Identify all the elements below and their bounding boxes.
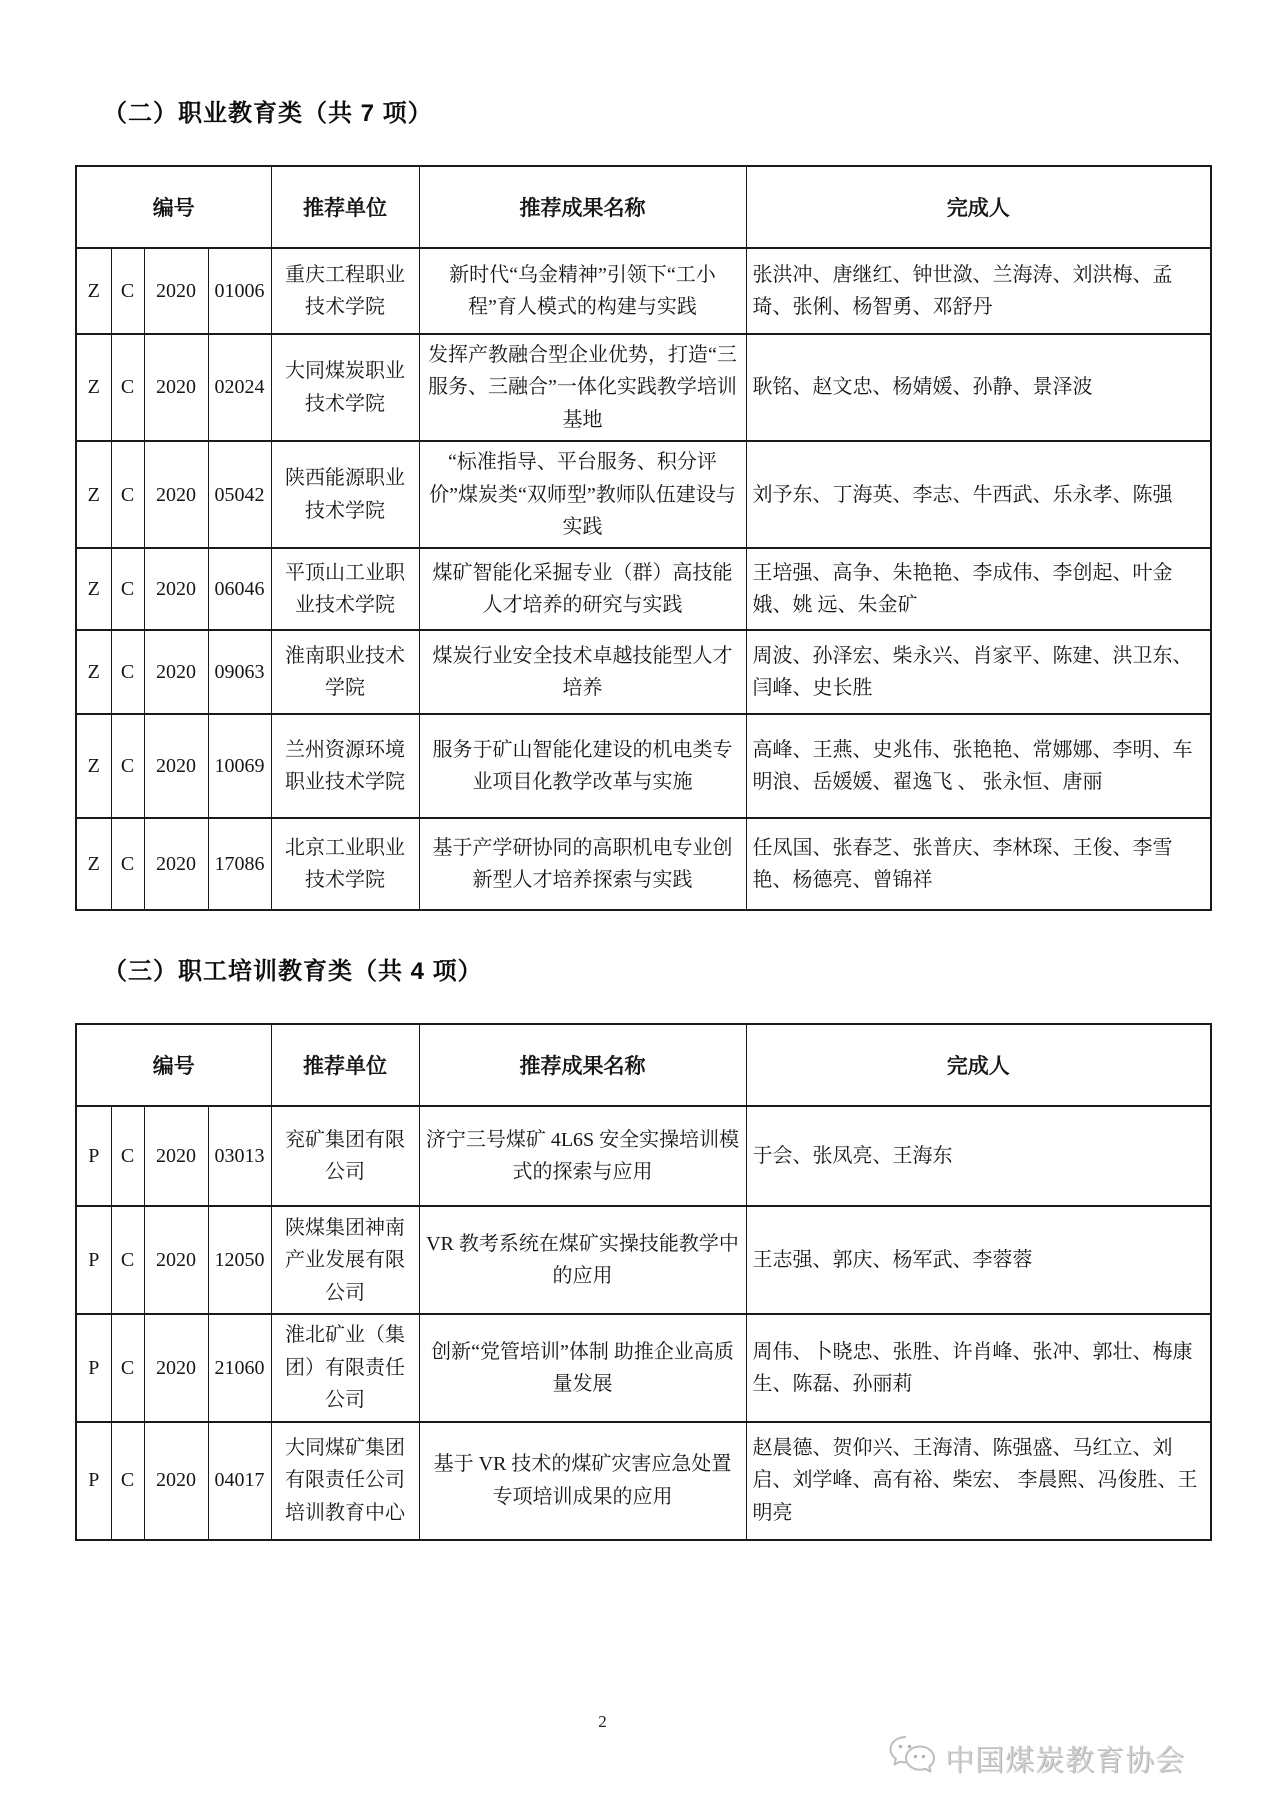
cell-code-year: 2020	[144, 1314, 208, 1421]
cell-code-letter: P	[76, 1314, 111, 1421]
cell-achievement: 煤炭行业安全技术卓越技能型人才培养	[419, 630, 746, 714]
table-row	[76, 1106, 1211, 1206]
cell-code-class: C	[111, 334, 144, 441]
header-unit: 推荐单位	[271, 166, 419, 248]
cell-completers: 耿铭、赵文忠、杨婧媛、孙静、景泽波	[746, 334, 1211, 441]
watermark	[887, 1734, 1185, 1783]
cell-code-year: 2020	[144, 548, 208, 630]
cell-completers: 周伟、卜晓忠、张胜、许肖峰、张冲、郭壮、梅康生、陈磊、孙丽莉	[746, 1314, 1211, 1421]
cell-code-year: 2020	[144, 818, 208, 910]
table-row	[76, 714, 1211, 818]
cell-unit: 淮北矿业（集团）有限责任公司	[271, 1314, 419, 1421]
cell-code-year: 2020	[144, 248, 208, 334]
cell-achievement: VR 教考系统在煤矿实操技能教学中的应用	[419, 1206, 746, 1314]
cell-code-letter: Z	[76, 714, 111, 818]
table-row	[76, 630, 1211, 714]
header-achievement: 推荐成果名称	[419, 1024, 746, 1106]
cell-completers: 周波、孙泽宏、柴永兴、肖家平、陈建、洪卫东、闫峰、史长胜	[746, 630, 1211, 714]
cell-code-class: C	[111, 1206, 144, 1314]
page-number: 2	[598, 1712, 607, 1731]
cell-code-year: 2020	[144, 630, 208, 714]
cell-completers: 刘予东、丁海英、李志、牛西武、乐永孝、陈强	[746, 441, 1211, 548]
cell-code-letter: Z	[76, 818, 111, 910]
vocational-education-table	[75, 165, 1212, 911]
cell-unit: 陕煤集团神南产业发展有限公司	[271, 1206, 419, 1314]
cell-unit: 兖矿集团有限公司	[271, 1106, 419, 1206]
cell-completers: 任凤国、张春芝、张普庆、李林琛、王俊、李雪艳、杨德亮、曾锦祥	[746, 818, 1211, 910]
cell-completers: 张洪冲、唐继红、钟世潋、兰海涛、刘洪梅、孟琦、张俐、杨智勇、邓舒丹	[746, 248, 1211, 334]
cell-code-letter: Z	[76, 441, 111, 548]
cell-completers: 赵晨德、贺仰兴、王海清、陈强盛、马红立、刘启、刘学峰、高有裕、柴宏、 李晨熙、冯俊胜、王明亮	[746, 1422, 1211, 1540]
header-code: 编号	[76, 1024, 271, 1106]
cell-completers: 王志强、郭庆、杨军武、李蓉蓉	[746, 1206, 1211, 1314]
cell-achievement: 新时代“乌金精神”引领下“工小程”育人模式的构建与实践	[419, 248, 746, 334]
cell-code-letter: Z	[76, 334, 111, 441]
cell-code-class: C	[111, 630, 144, 714]
cell-code-class: C	[111, 818, 144, 910]
section-vocational-title: （二）职业教育类（共 7 项）	[103, 100, 433, 127]
cell-code-class: C	[111, 1422, 144, 1540]
cell-achievement: 服务于矿山智能化建设的机电类专业项目化教学改革与实施	[419, 714, 746, 818]
cell-code-serial: 06046	[208, 548, 271, 630]
header-completers: 完成人	[746, 1024, 1211, 1106]
cell-unit: 北京工业职业技术学院	[271, 818, 419, 910]
cell-code-year: 2020	[144, 1422, 208, 1540]
cell-completers: 高峰、王燕、史兆伟、张艳艳、常娜娜、李明、车明浪、岳媛媛、翟逸飞 、 张永恒、唐丽	[746, 714, 1211, 818]
table-row	[76, 1314, 1211, 1421]
cell-achievement: “标准指导、平台服务、积分评价”煤炭类“双师型”教师队伍建设与实践	[419, 441, 746, 548]
cell-code-letter: Z	[76, 548, 111, 630]
cell-code-letter: P	[76, 1206, 111, 1314]
cell-achievement: 济宁三号煤矿 4L6S 安全实操培训模式的探索与应用	[419, 1106, 746, 1206]
cell-achievement: 发挥产教融合型企业优势，打造“三服务、三融合”一体化实践教学培训基地	[419, 334, 746, 441]
table-row	[76, 1422, 1211, 1540]
cell-code-class: C	[111, 714, 144, 818]
header-completers: 完成人	[746, 166, 1211, 248]
cell-code-class: C	[111, 248, 144, 334]
section-training-title: （三）职工培训教育类（共 4 项）	[103, 958, 483, 986]
cell-code-year: 2020	[144, 1106, 208, 1206]
cell-code-serial: 10069	[208, 714, 271, 818]
cell-code-serial: 04017	[208, 1422, 271, 1540]
wechat-bubbles-icon	[887, 1734, 935, 1783]
header-code: 编号	[76, 166, 271, 248]
table-row	[76, 334, 1211, 441]
cell-code-serial: 03013	[208, 1106, 271, 1206]
cell-code-year: 2020	[144, 1206, 208, 1314]
header-unit: 推荐单位	[271, 1024, 419, 1106]
cell-achievement: 创新“党管培训”体制 助推企业高质量发展	[419, 1314, 746, 1421]
cell-code-serial: 17086	[208, 818, 271, 910]
cell-unit: 大同煤炭职业技术学院	[271, 334, 419, 441]
cell-achievement: 基于产学研协同的高职机电专业创新型人才培养探索与实践	[419, 818, 746, 910]
cell-code-year: 2020	[144, 714, 208, 818]
cell-achievement: 基于 VR 技术的煤矿灾害应急处置专项培训成果的应用	[419, 1422, 746, 1540]
cell-code-letter: Z	[76, 248, 111, 334]
cell-code-serial: 12050	[208, 1206, 271, 1314]
cell-code-letter: P	[76, 1422, 111, 1540]
cell-code-serial: 01006	[208, 248, 271, 334]
cell-unit: 陕西能源职业技术学院	[271, 441, 419, 548]
cell-code-letter: P	[76, 1106, 111, 1206]
cell-unit: 重庆工程职业技术学院	[271, 248, 419, 334]
table-row	[76, 1206, 1211, 1314]
table-row	[76, 548, 1211, 630]
staff-training-table	[75, 1023, 1212, 1540]
table-row	[76, 248, 1211, 334]
cell-code-class: C	[111, 1314, 144, 1421]
cell-code-year: 2020	[144, 441, 208, 548]
header-achievement: 推荐成果名称	[419, 166, 746, 248]
table-header-row	[76, 166, 1211, 248]
cell-code-serial: 05042	[208, 441, 271, 548]
cell-code-serial: 09063	[208, 630, 271, 714]
cell-unit: 平顶山工业职业技术学院	[271, 548, 419, 630]
cell-code-class: C	[111, 548, 144, 630]
cell-code-serial: 21060	[208, 1314, 271, 1421]
cell-achievement: 煤矿智能化采掘专业（群）高技能人才培养的研究与实践	[419, 548, 746, 630]
cell-unit: 大同煤矿集团有限责任公司培训教育中心	[271, 1422, 419, 1540]
cell-completers: 于会、张凤亮、王海东	[746, 1106, 1211, 1206]
cell-unit: 淮南职业技术学院	[271, 630, 419, 714]
cell-completers: 王培强、高争、朱艳艳、李成伟、李创起、叶金娥、姚 远、朱金矿	[746, 548, 1211, 630]
watermark-text: 中国煤炭教育协会	[944, 1745, 1185, 1777]
cell-code-letter: Z	[76, 630, 111, 714]
table-header-row	[76, 1024, 1211, 1106]
table-row	[76, 441, 1211, 548]
cell-code-class: C	[111, 441, 144, 548]
cell-unit: 兰州资源环境职业技术学院	[271, 714, 419, 818]
table-row	[76, 818, 1211, 910]
cell-code-year: 2020	[144, 334, 208, 441]
cell-code-class: C	[111, 1106, 144, 1206]
cell-code-serial: 02024	[208, 334, 271, 441]
